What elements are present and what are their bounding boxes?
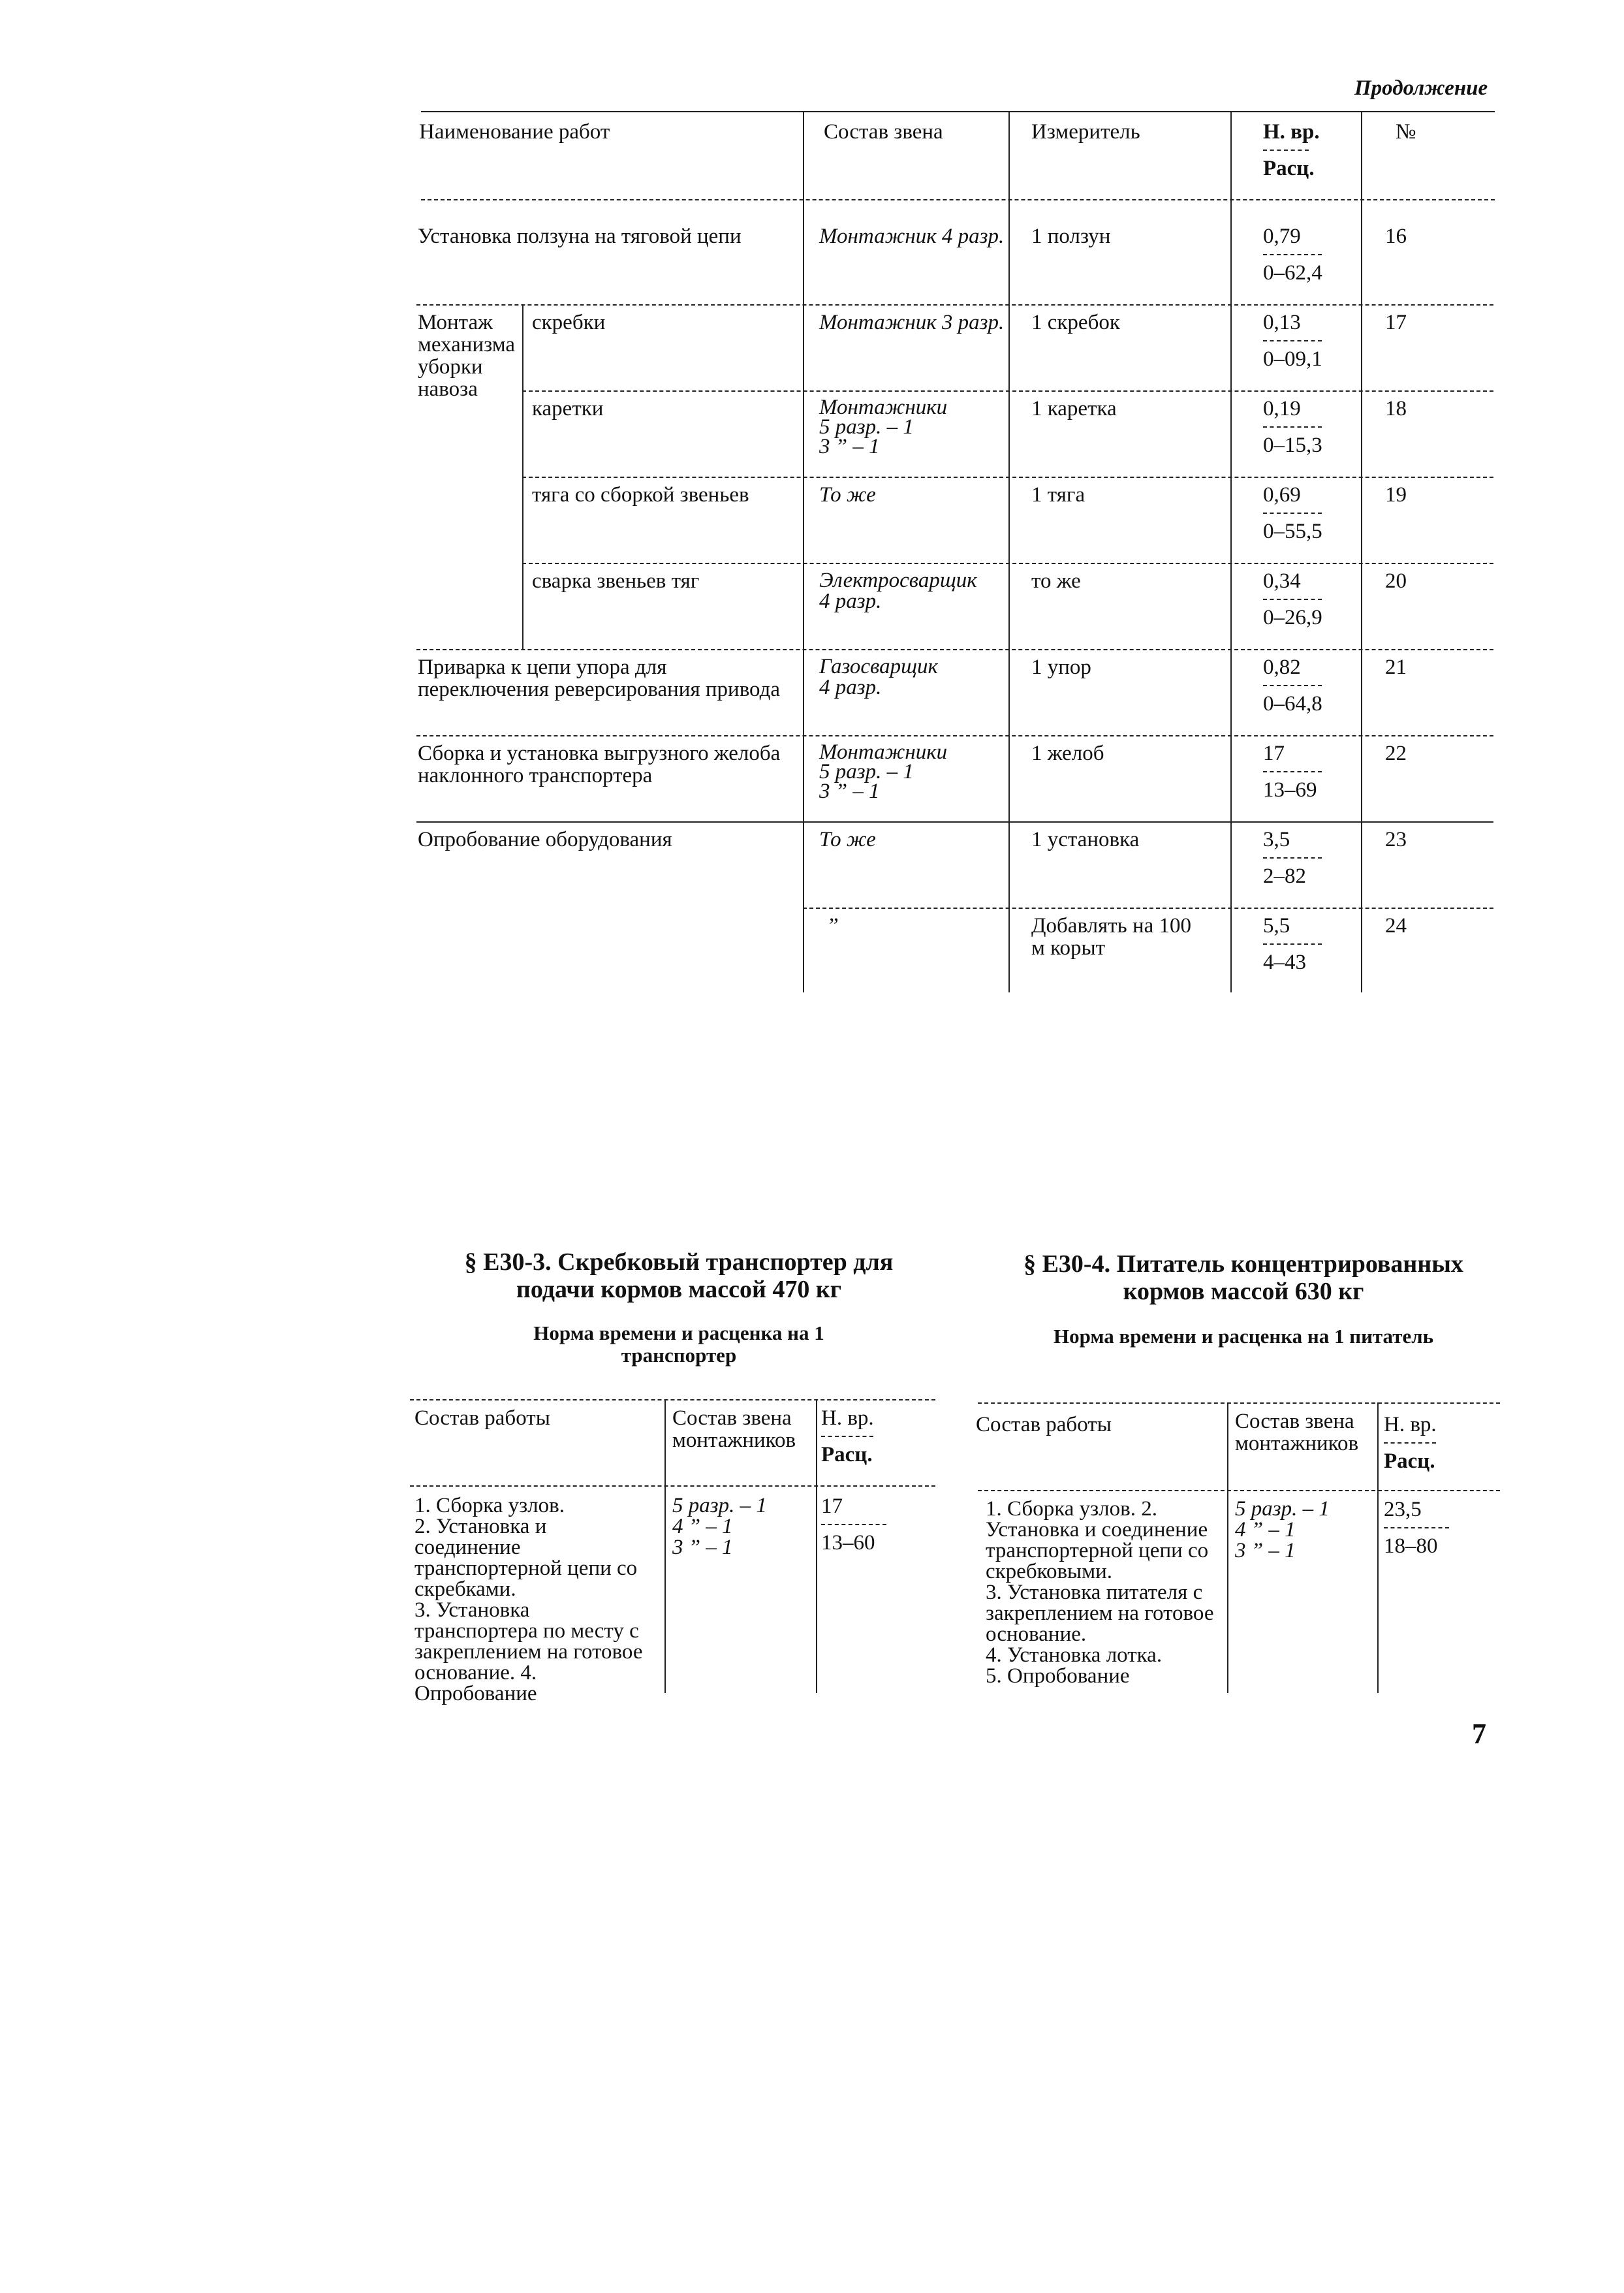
row-rate: 4–43	[1263, 951, 1306, 974]
crew-line: 5 разр. – 1	[672, 1494, 767, 1517]
crew-line: Газосварщик	[819, 655, 938, 678]
row-unit: Добавлять на 100 м корыт	[1031, 914, 1192, 960]
row-num: 20	[1385, 569, 1407, 593]
s3-header-norm-rate	[821, 1407, 874, 1466]
crew-line: 3 ” – 1	[672, 1536, 733, 1559]
crew-line: 5 разр. – 1	[819, 760, 914, 783]
s4-norm: 23,5	[1384, 1498, 1422, 1521]
row-crew: Монтажник 4 разр.	[819, 225, 1005, 248]
row-crew: Монтажник 3 разр.	[819, 311, 1005, 334]
group-label: Монтаж механизма уборки навоза	[418, 311, 515, 401]
section4-title: § Е30-4. Питатель концентрированных кормов массой 630 кг	[1023, 1250, 1463, 1305]
crew-line: 5 разр. – 1	[1235, 1497, 1330, 1521]
s4-work-list	[986, 1498, 1221, 1686]
row-rate: 0–15,3	[1263, 434, 1322, 457]
row-norm-rate	[1263, 915, 1322, 973]
row-unit: 1 каретка	[1031, 397, 1117, 420]
row-norm: 17	[1263, 742, 1285, 765]
row-crew: То же	[819, 483, 876, 507]
row-norm-rate	[1263, 742, 1322, 801]
row-norm: 3,5	[1263, 828, 1290, 851]
row-rate: 0–26,9	[1263, 606, 1322, 629]
row-rate: 0–62,4	[1263, 261, 1322, 285]
crew-line: 3 ” – 1	[1235, 1539, 1296, 1562]
row-norm-rate	[1263, 225, 1322, 284]
s3-norm-rate	[821, 1495, 886, 1554]
row-rate: 2–82	[1263, 864, 1306, 888]
row-unit: 1 упор	[1031, 656, 1091, 679]
row-norm: 5,5	[1263, 914, 1290, 938]
crew-line: 5 разр. – 1	[819, 415, 914, 439]
row-norm: 0,19	[1263, 397, 1301, 420]
row-crew	[819, 742, 947, 801]
row-norm: 0,82	[1263, 656, 1301, 679]
row-norm-rate	[1263, 570, 1322, 629]
crew-line: 4 ” – 1	[1235, 1518, 1296, 1542]
row-unit: то же	[1031, 569, 1081, 593]
header-norm: Н. вр.	[1263, 120, 1320, 144]
row-subwork: скребки	[532, 311, 606, 334]
s3-header-work: Состав работы	[414, 1406, 550, 1430]
row-subwork: сварка звеньев тяг	[532, 569, 700, 593]
row-crew	[819, 570, 977, 612]
crew-line: 4 ” – 1	[672, 1515, 733, 1538]
row-crew	[819, 656, 938, 698]
row-num: 18	[1385, 397, 1407, 420]
header-crew: Состав звена	[824, 120, 943, 144]
row-unit: 1 желоб	[1031, 742, 1104, 765]
row-unit: 1 установка	[1031, 828, 1140, 851]
crew-line: Электросварщик	[819, 569, 977, 592]
row-work: Опробование оборудования	[418, 828, 672, 851]
s4-work-item: 4. Установка лотка.	[986, 1643, 1163, 1667]
row-rate: 0–64,8	[1263, 692, 1322, 716]
section4-subtitle: Норма времени и расценка на 1 питатель	[1053, 1325, 1434, 1348]
s3-header-crew: Состав звена монтажников	[672, 1406, 796, 1452]
header-work: Наименование работ	[419, 120, 610, 144]
row-num: 16	[1385, 225, 1407, 248]
continuation-label: Продолжение	[1354, 76, 1488, 100]
header-rate: Расц.	[1263, 157, 1315, 180]
row-norm-rate	[1263, 656, 1322, 715]
s3-header-norm: Н. вр.	[821, 1406, 874, 1430]
row-norm: 0,69	[1263, 483, 1301, 507]
row-norm-rate	[1263, 484, 1322, 543]
s3-work-list	[414, 1495, 656, 1704]
row-norm-rate	[1263, 311, 1322, 370]
row-num: 21	[1385, 656, 1407, 679]
row-num: 17	[1385, 311, 1407, 334]
row-norm: 0,13	[1263, 311, 1301, 334]
row-crew	[819, 398, 947, 456]
s3-header-rate: Расц.	[821, 1443, 873, 1466]
section3-title: § Е30-3. Скребковый транспортер для подачи кормов массой 470 кг	[464, 1248, 894, 1303]
crew-line: Монтажники	[819, 740, 948, 764]
row-subwork: тяга со сборкой звеньев	[532, 483, 749, 507]
row-norm: 0,34	[1263, 569, 1301, 593]
s4-rate: 18–80	[1384, 1534, 1438, 1558]
row-work: Установка ползуна на тяговой цепи	[418, 225, 742, 248]
row-work: Приварка к цепи упора для переключения реверсирования привода	[418, 656, 781, 701]
header-unit: Измеритель	[1031, 120, 1140, 144]
s4-header-norm-rate	[1384, 1414, 1437, 1472]
s3-work-item: 3. Установка транспортера по месту с закреплением на готовое основание. 4. Опробование	[414, 1598, 643, 1705]
s3-work-item: 1. Сборка узлов.	[414, 1494, 565, 1517]
row-rate: 0–55,5	[1263, 520, 1322, 543]
s3-norm: 17	[821, 1494, 843, 1518]
s3-crew	[672, 1495, 767, 1558]
row-crew: То же	[819, 828, 876, 851]
row-unit: 1 ползун	[1031, 225, 1111, 248]
s4-work-item: 5. Опробование	[986, 1664, 1130, 1688]
s3-rate: 13–60	[821, 1531, 875, 1555]
row-norm-rate	[1263, 829, 1322, 887]
row-norm: 0,79	[1263, 225, 1301, 248]
row-rate: 13–69	[1263, 778, 1317, 802]
row-num: 24	[1385, 914, 1407, 938]
s3-work-item: 2. Установка и соединение транспортерной цепи со скребками.	[414, 1515, 638, 1601]
s4-norm-rate	[1384, 1498, 1449, 1557]
page-number: 7	[1472, 1718, 1486, 1750]
header-norm-rate	[1263, 121, 1320, 180]
crew-line: Монтажники	[819, 396, 948, 419]
row-rate: 0–09,1	[1263, 347, 1322, 371]
s4-work-item: 3. Установка питателя с закреплением на готовое основание.	[986, 1581, 1214, 1646]
header-num: №	[1396, 120, 1416, 144]
row-crew: ”	[829, 914, 839, 938]
row-unit: 1 тяга	[1031, 483, 1085, 507]
crew-line: 4 разр.	[819, 676, 882, 699]
row-num: 23	[1385, 828, 1407, 851]
row-work: Сборка и установка выгрузного желоба наклонного транспортера	[418, 742, 781, 787]
section3-subtitle: Норма времени и расценка на 1 транспортер	[533, 1321, 824, 1367]
row-num: 22	[1385, 742, 1407, 765]
crew-line: 3 ” – 1	[819, 780, 880, 803]
row-unit: 1 скребок	[1031, 311, 1120, 334]
s4-header-norm: Н. вр.	[1384, 1413, 1437, 1436]
s4-crew	[1235, 1498, 1330, 1561]
s4-header-crew: Состав звена монтажников	[1235, 1410, 1359, 1455]
s4-work-item: 1. Сборка узлов. 2. Установка и соединение транспортерной цепи со скребковыми.	[986, 1497, 1209, 1583]
s4-header-work: Состав работы	[976, 1413, 1112, 1436]
crew-line: 4 разр.	[819, 590, 882, 613]
row-norm-rate	[1263, 398, 1322, 456]
s4-header-rate: Расц.	[1384, 1449, 1435, 1473]
crew-line: 3 ” – 1	[819, 435, 880, 458]
row-num: 19	[1385, 483, 1407, 507]
row-subwork: каретки	[532, 397, 604, 420]
